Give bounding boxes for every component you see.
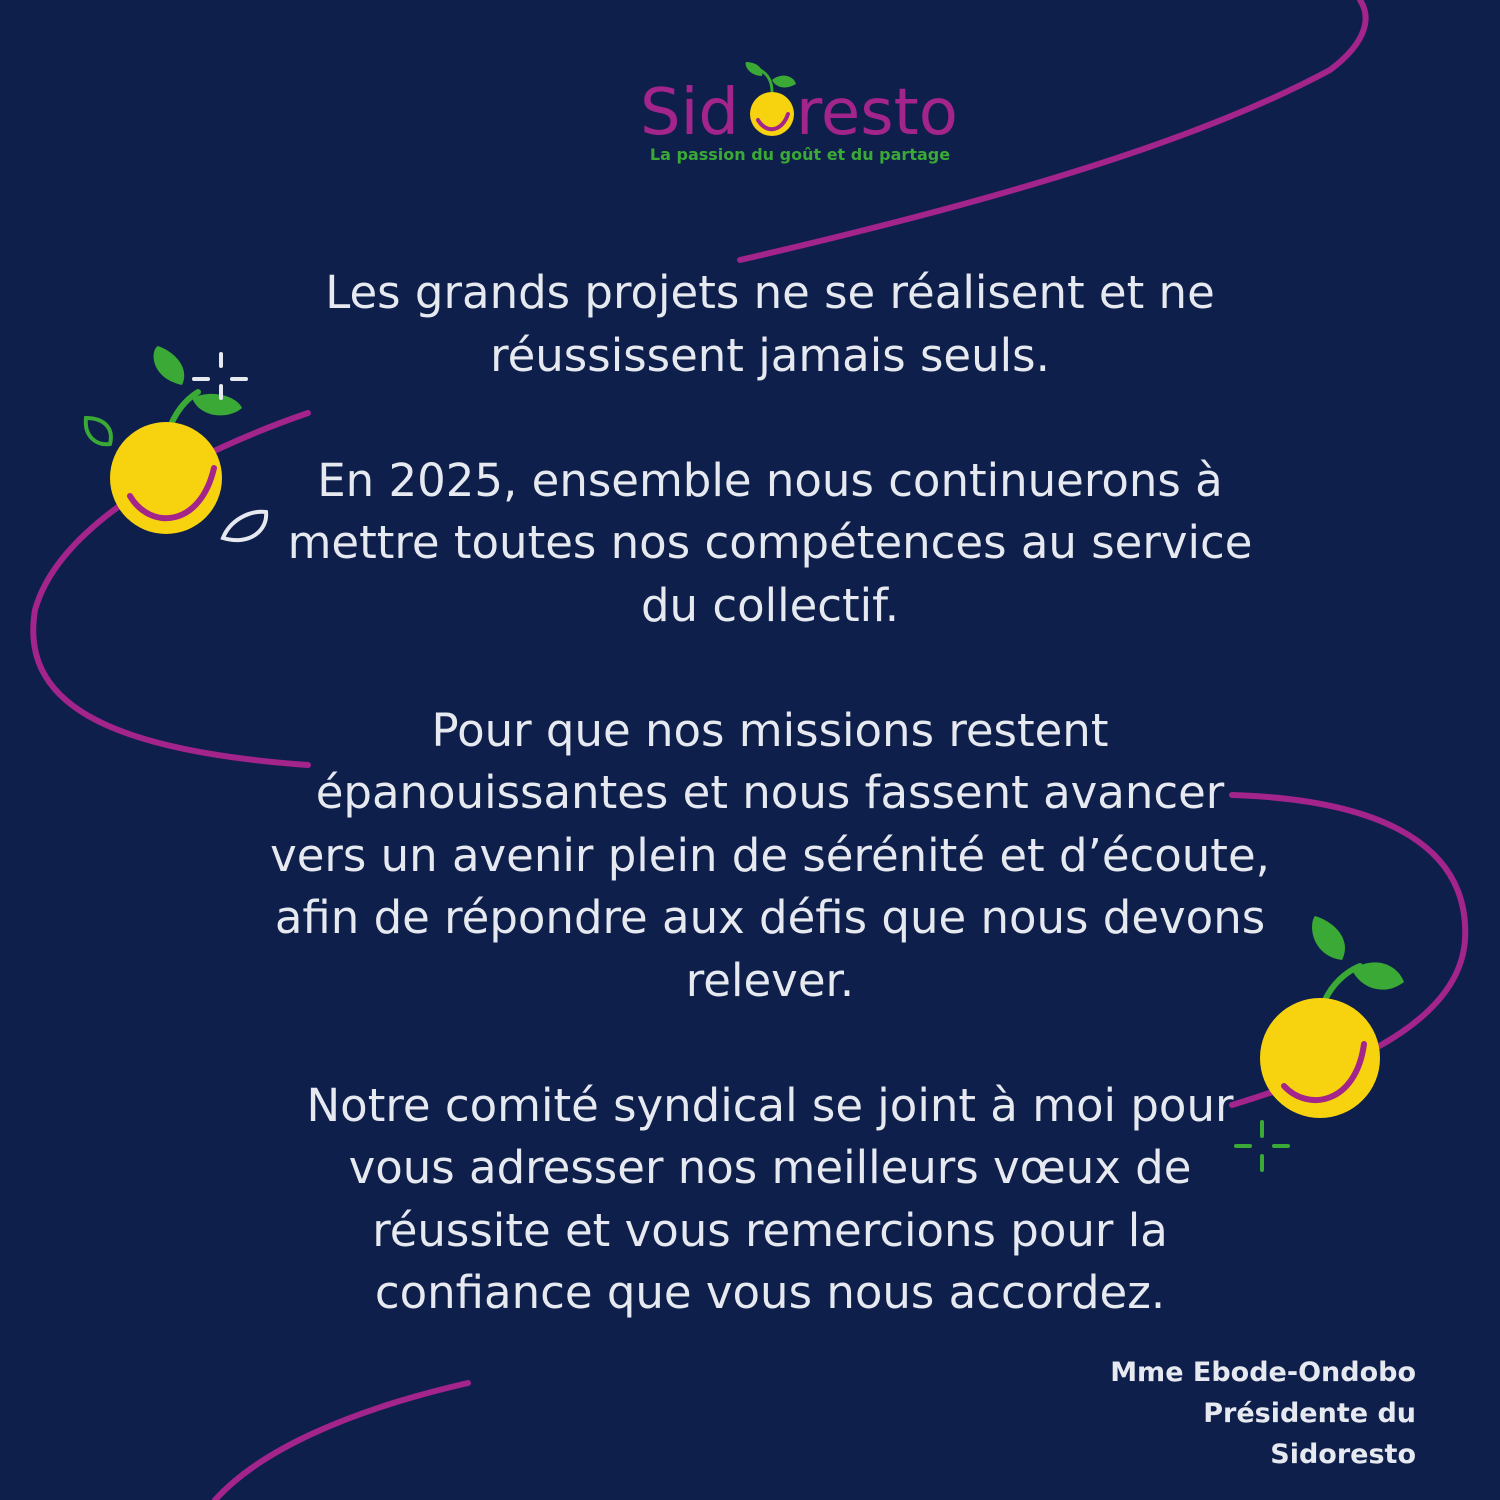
signature-organization: Sidoresto (1270, 1439, 1416, 1470)
sparkle-icon (194, 354, 246, 398)
leaf-icon (1312, 916, 1345, 960)
message-paragraph: Les grands projets ne se réalisent et ne réussissent jamais seuls. (325, 266, 1215, 382)
signature-block (996, 1352, 1416, 1475)
signature-name: Mme Ebode-Ondobo (1110, 1357, 1416, 1388)
brand-tagline: La passion du goût et du partage (649, 145, 951, 164)
smiling-fruit-icon (1260, 916, 1404, 1118)
message-paragraph: En 2025, ensemble nous continuerons à mettre toutes nos compétences au service du collectif. (287, 453, 1253, 632)
leaf-icon (192, 394, 242, 416)
swoosh-line-bottom (215, 1383, 468, 1500)
message-paragraph: Pour que nos missions restent épanouissantes et nous fassent avancer vers un avenir plein de sérénité et d’écoute, afin de répondre aux défis que nous devons relever. (270, 703, 1270, 1007)
leaf-icon (223, 512, 266, 540)
greeting-message (270, 262, 1270, 1325)
leaf-icon (772, 76, 796, 88)
leaf-icon (86, 418, 111, 444)
svg-text:resto: resto (796, 76, 958, 150)
leaf-icon (154, 346, 185, 385)
svg-text:Sid: Sid (640, 76, 740, 150)
leaf-icon (746, 62, 763, 76)
leaf-icon (1352, 962, 1404, 989)
signature-title: Présidente du (1203, 1398, 1416, 1429)
message-paragraph: Notre comité syndical se joint à moi pour vous adresser nos meilleurs vœux de réussite et vous remercions pour la confiance que vous nous accordez. (306, 1078, 1234, 1319)
